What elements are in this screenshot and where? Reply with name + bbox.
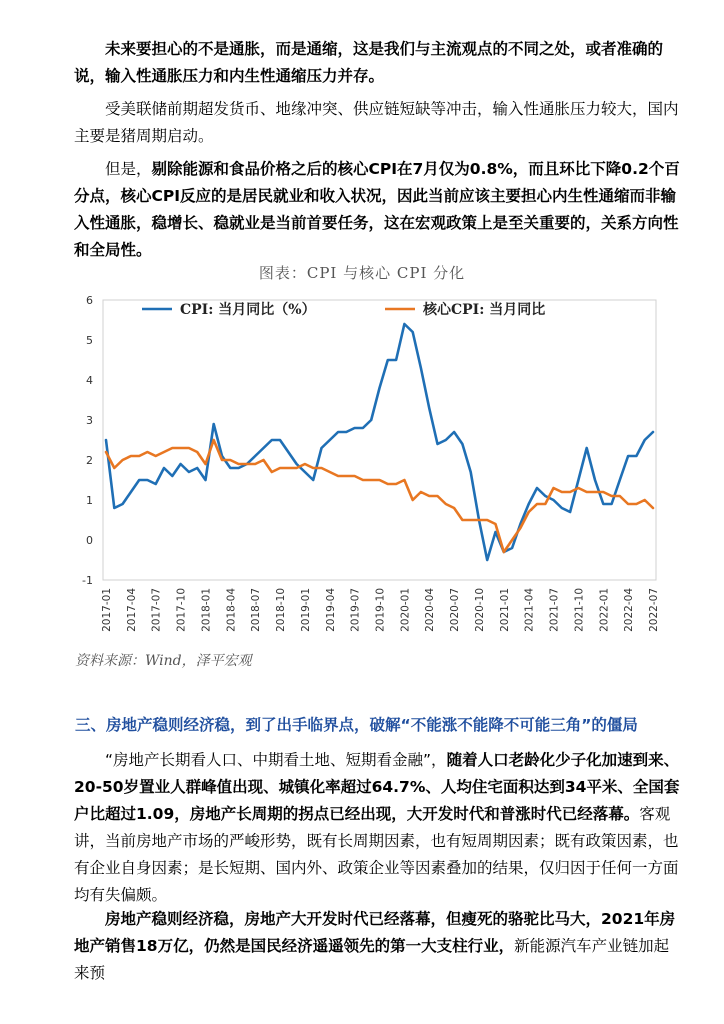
x-tick-label: 2020-01 bbox=[399, 588, 412, 632]
x-tick-label: 2022-07 bbox=[648, 588, 660, 632]
legend-label: 核心CPI: 当月同比 bbox=[423, 302, 546, 318]
y-tick-label: 3 bbox=[86, 414, 93, 427]
x-tick-label: 2017-10 bbox=[175, 588, 188, 632]
x-tick-label: 2021-10 bbox=[573, 588, 586, 632]
x-tick-label: 2019-04 bbox=[324, 588, 337, 632]
legend-label: CPI: 当月同比（%） bbox=[180, 302, 316, 318]
x-tick-label: 2017-07 bbox=[150, 588, 163, 632]
x-tick-label: 2018-01 bbox=[200, 588, 213, 632]
plot-area-frame bbox=[103, 300, 656, 580]
paragraph-5-rest: 新能源汽车产业链加起来预 bbox=[74, 937, 670, 982]
x-tick-label: 2021-07 bbox=[548, 588, 561, 632]
paragraph-5-bold: 房地产稳则经济稳，房地产大开发时代已经落幕，但瘦死的骆驼比马大，2021年房地产销售18万亿，仍然是国民经济遥遥领先的第一大支柱行业， bbox=[74, 910, 676, 955]
x-tick-label: 2018-07 bbox=[250, 588, 263, 632]
x-tick-label: 2018-04 bbox=[225, 588, 238, 632]
x-tick-label: 2020-07 bbox=[449, 588, 462, 632]
paragraph-4 bbox=[74, 747, 684, 909]
x-tick-label: 2021-04 bbox=[523, 588, 536, 632]
paragraph-3-bold: 剔除能源和食品价格之后的核心CPI在7月仅为0.8%，而且环比下降0.2个百分点，核心CPI反应的是居民就业和收入状况，因此当前应该主要担心内生性通缩而非输入性通胀，稳增长、稳就业是当前首要任务，这在宏观政策上是至关重要的，关系方向性和全局性。 bbox=[74, 160, 680, 259]
paragraph-4-rest: 客观讲，当前房地产市场的严峻形势，既有长周期因素，也有短周期因素；既有政策因素，也有企业自身因素；是长短期、国内外、政策企业等因素叠加的结果，仅归因于任何一方面均有失偏颇。 bbox=[74, 805, 679, 904]
x-tick-label: 2018-10 bbox=[275, 588, 288, 632]
paragraph-3 bbox=[74, 156, 684, 264]
paragraph-1 bbox=[74, 36, 684, 90]
paragraph-4-bold: 随着人口老龄化少子化加速到来、20-50岁置业人群峰值出现、城镇化率超过64.7%、人均住宅面积达到34平米、全国套户比超过1.09，房地产长周期的拐点已经出现，大开发时代和普涨时代已经落幕。 bbox=[74, 751, 680, 823]
paragraph-2 bbox=[74, 96, 684, 150]
series-line-core-cpi bbox=[106, 440, 653, 552]
y-tick-label: 5 bbox=[86, 334, 93, 347]
y-tick-label: 2 bbox=[86, 454, 93, 467]
paragraph-1-bold: 未来要担心的不是通胀，而是通缩，这是我们与主流观点的不同之处，或者准确的说，输入性通胀压力和内生性通缩压力并存。 bbox=[74, 40, 664, 85]
x-tick-label: 2019-07 bbox=[349, 588, 362, 632]
y-tick-label: 0 bbox=[86, 534, 93, 547]
x-tick-label: 2019-01 bbox=[299, 588, 312, 632]
x-tick-label: 2020-04 bbox=[424, 588, 437, 632]
section-title: 三、房地产稳则经济稳，到了出手临界点，破解“不能涨不能降不可能三角”的僵局 bbox=[75, 716, 638, 734]
cpi-chart bbox=[72, 288, 662, 648]
x-tick-label: 2019-10 bbox=[374, 588, 387, 632]
x-tick-label: 2017-04 bbox=[125, 588, 138, 632]
x-tick-label: 2022-01 bbox=[598, 588, 611, 632]
x-tick-label: 2022-04 bbox=[623, 588, 636, 632]
y-tick-label: -1 bbox=[82, 574, 93, 587]
paragraph-5 bbox=[74, 906, 684, 987]
series-line-cpi bbox=[106, 324, 653, 560]
paragraph-2-text: 受美联储前期超发货币、地缘冲突、供应链短缺等冲击，输入性通胀压力较大，国内主要是猪周期启动。 bbox=[74, 100, 679, 145]
x-tick-label: 2021-01 bbox=[498, 588, 511, 632]
y-tick-label: 4 bbox=[86, 374, 93, 387]
y-tick-label: 1 bbox=[86, 494, 93, 507]
x-tick-label: 2020-10 bbox=[473, 588, 486, 632]
chart-title: 图表：CPI 与核心 CPI 分化 bbox=[258, 264, 466, 282]
paragraph-3-lead: 但是， bbox=[105, 160, 152, 178]
y-tick-label: 6 bbox=[86, 294, 93, 307]
source-note: 资料来源：Wind，泽平宏观 bbox=[75, 653, 252, 669]
paragraph-4-lead: “房地产长期看人口、中期看土地、短期看金融”， bbox=[105, 751, 447, 769]
x-tick-label: 2017-01 bbox=[101, 588, 113, 632]
